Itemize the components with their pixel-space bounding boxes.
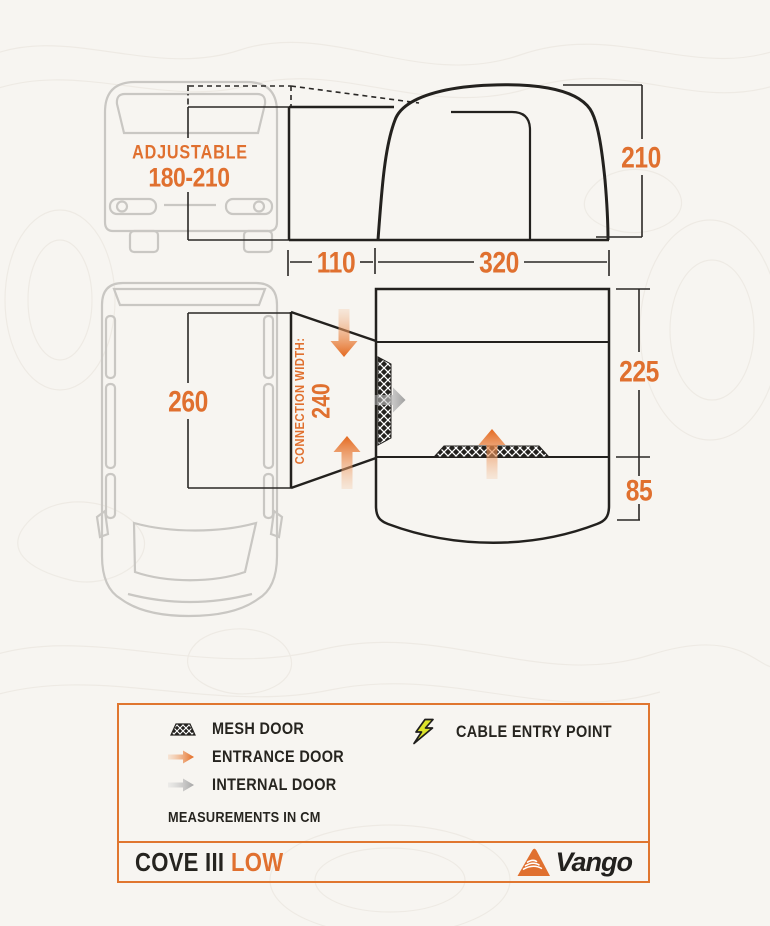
connection-width-value: 240 <box>306 383 336 419</box>
van-top-rear-window <box>114 289 265 305</box>
adjustable-range: 180-210 <box>148 162 230 194</box>
entrance-door-arrow-up <box>334 436 361 489</box>
van-top-side-strip <box>264 316 273 378</box>
van-top-side-strip <box>106 474 115 518</box>
mesh-door-label: MESH DOOR <box>212 719 305 738</box>
van-top-side-strip <box>106 316 115 378</box>
van-top-side-strip <box>264 384 273 468</box>
dimension-canopy-85: 85 <box>625 473 653 507</box>
dimension-van-260: 260 <box>168 384 208 418</box>
legend-row-internal-door <box>168 775 359 795</box>
van-top-hood-line <box>128 594 252 602</box>
entrance-door-icon <box>168 750 212 764</box>
van-rear-window <box>117 94 265 133</box>
dimension-width-320: 320 <box>479 245 519 279</box>
room-outline <box>376 289 609 543</box>
mesh-door-icon <box>168 722 212 737</box>
dimension-height-210: 210 <box>621 140 661 174</box>
van-top-windshield <box>134 523 256 580</box>
cable-entry-label: CABLE ENTRY POINT <box>456 721 612 741</box>
connection-width-label: CONNECTION WIDTH: <box>292 337 308 465</box>
van-rear-light-left-lamp <box>117 202 127 212</box>
cable-entry-icon <box>412 718 456 745</box>
dimension-room-225: 225 <box>619 354 659 388</box>
van-rear-light-right-lamp <box>254 202 264 212</box>
adjustable-label: ADJUSTABLE <box>132 141 248 163</box>
van-rear-wheel-left <box>130 231 158 252</box>
van-rear-wheel-right <box>244 231 272 252</box>
van-top-side-strip <box>106 384 115 468</box>
van-top-side-strip <box>264 474 273 518</box>
brand-name: Vango <box>555 846 632 877</box>
legend-row-entrance-door <box>168 747 367 767</box>
legend-row-mesh-door <box>168 719 320 739</box>
van-rear-light-right <box>226 199 272 214</box>
van-top-body <box>102 283 277 616</box>
awning-dome <box>378 85 608 240</box>
legend-box <box>117 703 650 883</box>
awning-side-view <box>289 85 609 240</box>
internal-door-label: INTERNAL DOOR <box>212 775 337 794</box>
product-title <box>135 847 283 878</box>
internal-door-icon <box>168 778 212 792</box>
van-top-view <box>97 283 282 616</box>
brand-triangle-icon <box>515 845 552 879</box>
entrance-door-label: ENTRANCE DOOR <box>212 747 345 766</box>
product-variant: LOW <box>231 846 284 877</box>
dimension-tunnel-110: 110 <box>316 245 356 279</box>
awning-door-outline <box>451 112 530 239</box>
legend-row-cable-entry <box>412 718 639 745</box>
product-name: COVE III <box>135 846 225 877</box>
brand-logo <box>515 845 632 879</box>
awning-floor-plan <box>376 289 609 543</box>
footer-bar <box>119 843 648 881</box>
measurements-note: MEASUREMENTS IN CM <box>168 809 321 826</box>
